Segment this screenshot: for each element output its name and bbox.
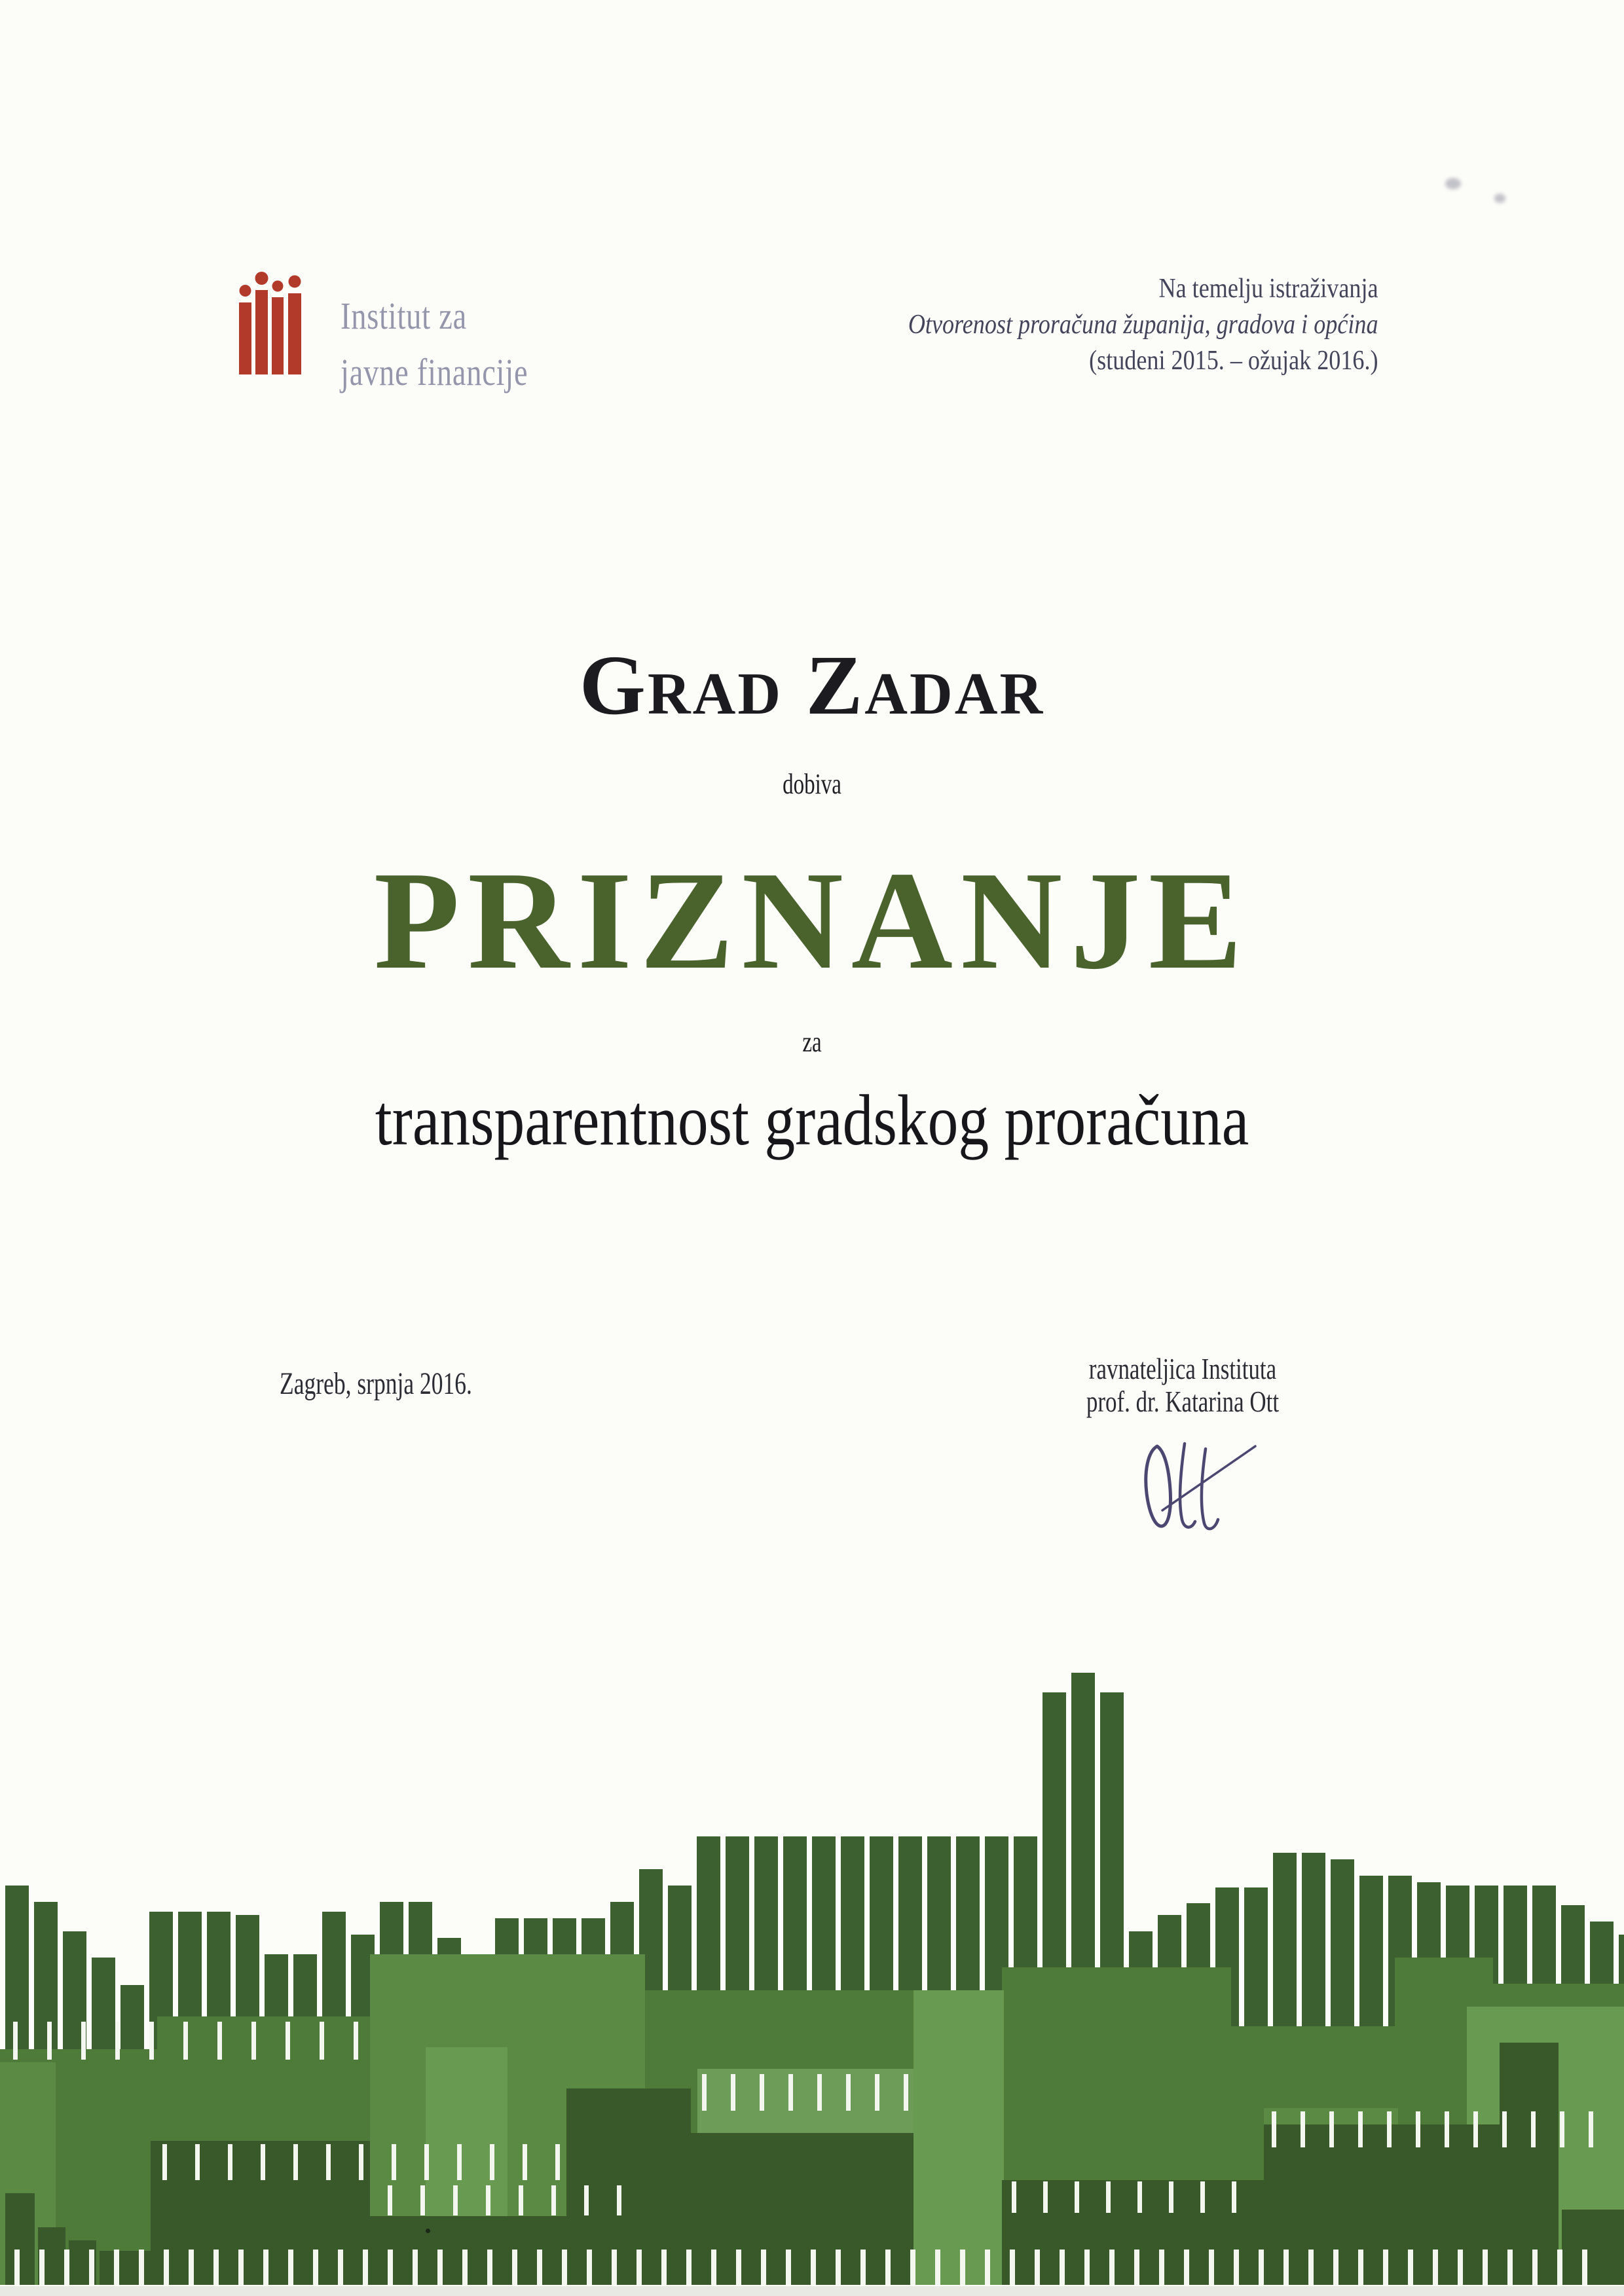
place-date: Zagreb, srpnja 2016. — [280, 1366, 472, 1401]
research-title: Otvorenost proračuna županija, gradova i općina — [908, 310, 1378, 340]
signature-t1-stroke — [1180, 1444, 1195, 1527]
research-period: (studeni 2015. – ožujak 2016.) — [1089, 346, 1378, 376]
receives-label: dobiva — [783, 768, 841, 800]
research-note-line1: Na temelju istraživanja — [1159, 274, 1378, 304]
scan-smudge-mark — [1445, 178, 1461, 189]
award-reason: transparentnost gradskog proračuna — [375, 1080, 1249, 1160]
signature-t2-stroke — [1202, 1449, 1218, 1529]
scan-smudge-mark — [1494, 194, 1505, 203]
institute-name — [341, 288, 528, 401]
institute-logo-icon — [239, 271, 301, 376]
signature-o-stroke — [1146, 1446, 1171, 1526]
skyline-bar-artwork — [0, 1624, 1624, 2296]
signatory-name: prof. dr. Katarina Ott — [1086, 1385, 1280, 1418]
institute-name-line2: javne financije — [341, 351, 528, 393]
signatory-title: ravnateljica Instituta — [1088, 1352, 1277, 1385]
signatory-block — [1078, 1353, 1287, 1418]
handwritten-signature — [1143, 1437, 1261, 1535]
institute-name-line1: Institut za — [341, 295, 468, 337]
signature-cross-stroke — [1162, 1446, 1255, 1510]
for-label: za — [802, 1026, 822, 1058]
scan-speck-mark — [426, 2229, 430, 2233]
research-note — [908, 271, 1378, 379]
recipient-name: Grad Zadar — [579, 638, 1045, 733]
award-title: PRIZNANJE — [373, 842, 1251, 998]
